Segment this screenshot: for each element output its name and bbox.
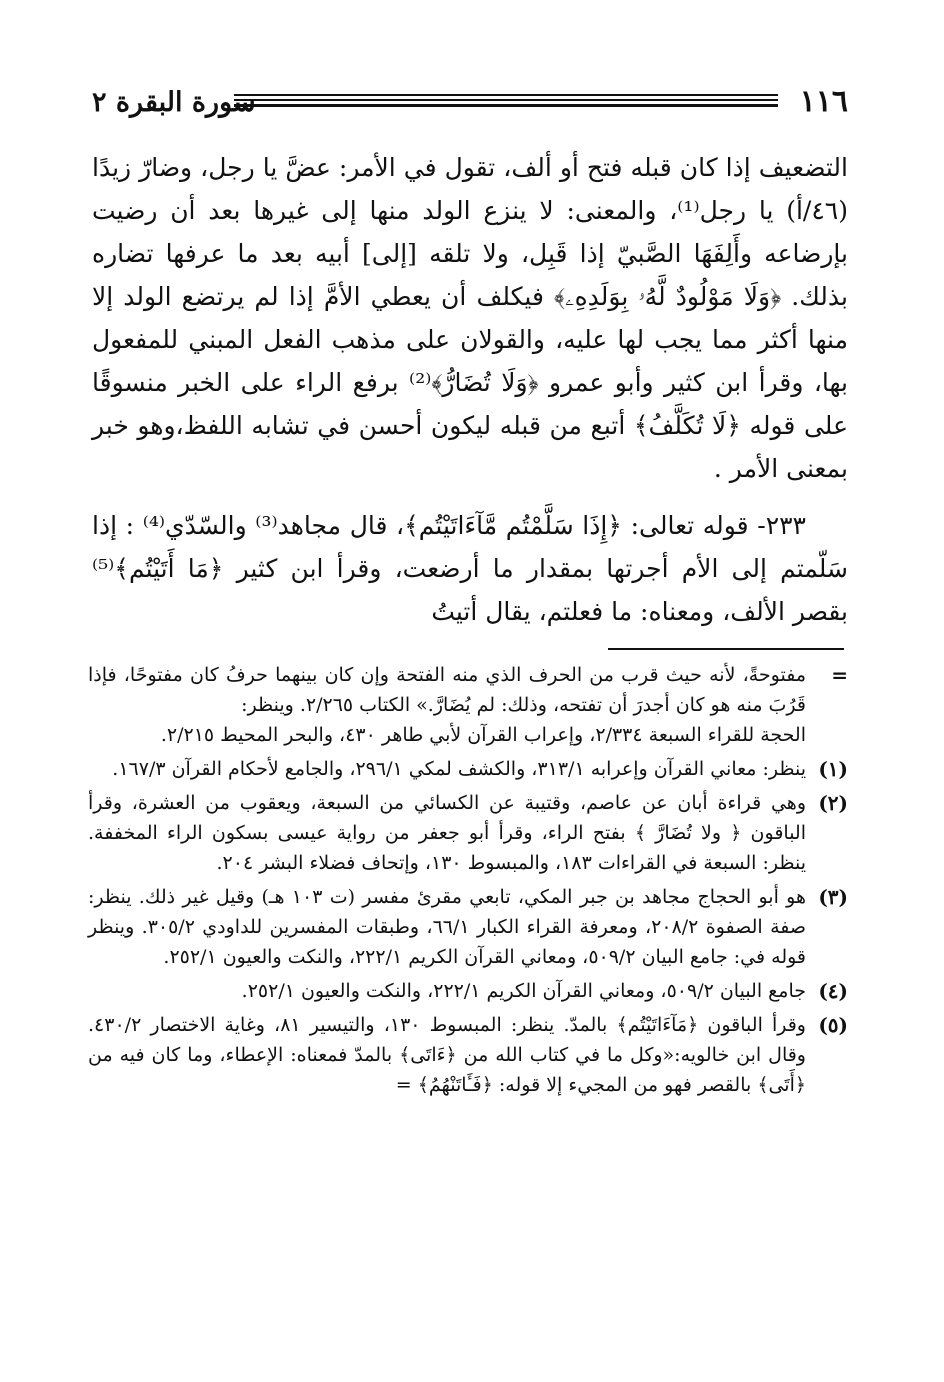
footnote-line: الحجة للقراء السبعة ٢/٣٣٤، وإعراب القرآن لأبي طاهر ٤٣٠، والبحر المحيط ٢/٢١٥.	[160, 724, 806, 746]
page-number: ١١٦	[799, 84, 848, 119]
footnote-marker: (٤)	[818, 979, 848, 1003]
footnote-marker: (٥)	[818, 1013, 848, 1037]
footnote-line: مفتوحةً، لأنه حيث قرب من الحرف الذي منه الفتحة وإن كان بينهما حرفُ كان مفتوحًا، فإذا قَرُبَ منه هو كان أجدرَ أن تفتحه، وذلك: لم يُضَارَّ.» الكتاب ٢/٢٦٥. وينظر:	[88, 664, 806, 716]
footnote-text	[88, 754, 806, 784]
footnote-1	[88, 754, 848, 784]
footnote-line: جامع البيان ٥٠٩/٢، ومعاني القرآن الكريم ٢٢٢/١، والنكت والعيون ٢٥٢/١.	[241, 980, 806, 1002]
footnote-2	[88, 788, 848, 878]
footnote-line: ينظر: معاني القرآن وإعرابه ٣١٣/١، والكشف لمكي ٢٩٦/١، والجامع لأحكام القرآن ١٦٧/٣.	[112, 758, 806, 780]
footnote-marker: (٣)	[818, 885, 848, 909]
running-title: سورة البقرة ٢	[92, 87, 256, 118]
header-rule-lower	[234, 104, 778, 107]
footnote-marker: (٢)	[818, 791, 848, 815]
paragraph: التضعيف إذا كان قبله فتح أو ألف، تقول في الأمر: عضَّ يا رجل، وضارّ زيدًا (٤٦/أ) يا رجل⁽¹⁾، والمعنى: لا ينزع الولد منها إلى غيرها بعد أن رضيت بإرضاعه وأَلِفَهَا الصَّبيّ إذا قَبِل، ولا تلقه [إلى] أبيه بعد ما عرفها تضاره بذلك. ﴿وَلَا مَوْلُودٌ لَّهُۥ بِوَلَدِهِۦ﴾ فيكلف أن يعطي الأمَّ إذا لم يرتضع الولد إلا منها أكثر مما يجب لها عليه، والقولان على مذهب الفعل المبني للمفعول بها، وقرأ ابن كثير وأبو عمرو ﴿وَلَا تُضَارُّ﴾⁽²⁾ برفع الراء على الخبر منسوقًا على قوله ﴿لَا تُكَلَّفُ﴾ أتبع من قبله ليكون أحسن في تشابه اللفظ،وهو خبر بمعنى الأمر .	[92, 153, 848, 483]
footnote-text	[88, 882, 806, 972]
footnote-4	[88, 976, 848, 1006]
footnotes	[88, 660, 848, 1104]
footnote-separator	[608, 648, 844, 650]
footnote-line: وقرأ الباقون ﴿مَآءَاتَيْتُم﴾ بالمدّ. ينظر: المبسوط ١٣٠، والتيسير ٨١، وغاية الاختصار ٤٣٠/٢. وقال ابن خالويه:«وكل ما في كتاب الله من ﴿ءَاتَى﴾ بالمدّ فمعناه: الإعطاء، وما كان فيه من ﴿أَتَى﴾ بالقصر فهو من المجيء إلا قوله: ﴿فَـَٔاتَنْهُمُ﴾ =	[88, 1014, 806, 1096]
footnote-text	[88, 660, 806, 750]
paragraph: ٢٣٣- قوله تعالى: ﴿إِذَا سَلَّمْتُم مَّآءَاتَيْتُم﴾، قال مجاهد⁽³⁾ والسّدّي⁽⁴⁾ : إذا سَلّمتم إلى الأم أجرتها بمقدار ما أرضعت، وقرأ ابن كثير ﴿مَا أَتَيْتُم﴾⁽⁵⁾ بقصر الألف، ومعناه: ما فعلتم، يقال أتيتُ	[92, 511, 848, 626]
main-text	[92, 146, 848, 633]
footnote-text	[88, 976, 806, 1006]
footnote-continuation	[88, 660, 848, 750]
footnote-line: وهي قراءة أبان عن عاصم، وقتيبة عن الكسائي من السبعة، ويعقوب من العشرة، وقرأ الباقون ﴿ ولا تُضَارَّ ﴾ بفتح الراء، وقرأ أبو جعفر من رواية عيسى بسكون الراء المخففة. ينظر: السبعة في القراءات ١٨٣، والمبسوط ١٣٠، وإتحاف فضلاء البشر ٢٠٤.	[88, 792, 806, 874]
footnote-marker: (١)	[818, 757, 848, 781]
footnote-line: هو أبو الحجاج مجاهد بن جبر المكي، تابعي مقرئ مفسر (ت ١٠٣ هـ) وقيل غير ذلك. ينظر: صفة الصفوة ٢٠٨/٢، ومعرفة القراء الكبار ٦٦/١، وطبقات المفسرين للداودي ٣٠٥/٢. وينظر قوله في: جامع البيان ٥٠٩/٢، ومعاني القرآن الكريم ٢٢٢/١، والنكت والعيون ٢٥٢/١.	[88, 886, 806, 968]
footnote-marker: =	[831, 663, 848, 687]
footnote-3	[88, 882, 848, 972]
footnote-text	[88, 788, 806, 878]
page-header	[92, 78, 848, 128]
footnote-5	[88, 1010, 848, 1100]
header-double-rule	[234, 94, 778, 101]
footnote-text	[88, 1010, 806, 1100]
